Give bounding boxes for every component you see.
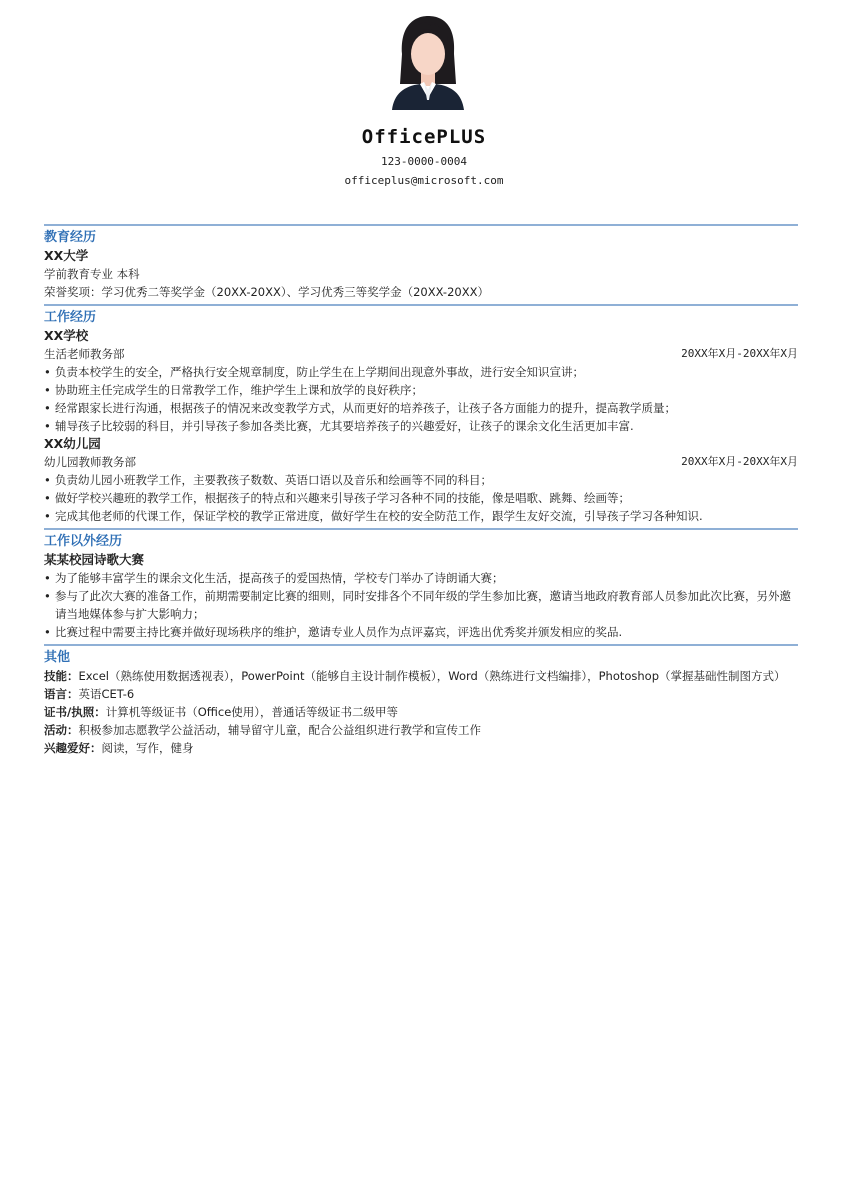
job-bullet: • 做好学校兴趣班的教学工作，根据孩子的特点和兴趣来引导孩子学习各种不同的技能，像是唱歌、跳舞、绘画等； [44,489,798,507]
job-org: XX幼儿园 [44,436,101,451]
hobby-text: 阅读，写作，健身 [101,741,194,755]
language-row [44,685,798,703]
avatar [388,14,468,110]
hobby-row [44,739,798,757]
certificate-row [44,703,798,721]
extra-bullet: • 参与了此次大赛的准备工作，前期需要制定比赛的细则，同时安排各个不同年级的学生参加比赛，邀请当地政府教育部人员参加此次比赛，另外邀请当地媒体参与扩大影响力； [44,587,798,623]
skills-label: 技能： [44,669,79,683]
email-text: officeplus@microsoft.com [344,174,504,187]
language-text: 英语CET-6 [78,687,135,701]
extra-bullet: • 为了能够丰富学生的课余文化生活，提高孩子的爱国热情，学校专门举办了诗朗诵大赛； [44,569,798,587]
major-text: 学前教育专业 本科 [44,267,140,281]
language-label: 语言： [44,687,79,701]
phone-text: 123-0000-0004 [380,155,468,168]
education-section [44,224,798,301]
certificate-text: 计算机等级证书（Office使用），普通话等级证书二级甲等 [105,705,399,719]
section-title-extra: 工作以外经历 [44,534,123,549]
job-entry [44,435,798,525]
section-title-education: 教育经历 [44,230,97,245]
section-title-work: 工作经历 [44,310,97,325]
event-name: 某某校园诗歌大赛 [44,552,145,567]
job-bullet: • 经常跟家长进行沟通，根据孩子的情况来改变教学方式，从而更好的培养孩子，让孩子各方面能力的提升，提高教学质量； [44,399,798,417]
resume-body [44,224,798,757]
activity-row [44,721,798,739]
skills-row [44,667,798,685]
extra-bullet: • 比赛过程中需要主持比赛并做好现场秩序的维护，邀请专业人员作为点评嘉宾，评选出优秀奖并颁发相应的奖品. [44,623,798,641]
work-section [44,304,798,525]
job-bullet: • 负责本校学生的安全，严格执行安全规章制度，防止学生在上学期间出现意外事故，进行安全知识宣讲； [44,363,798,381]
section-title-other: 其他 [44,650,71,665]
job-org: XX学校 [44,328,89,343]
skills-text: Excel（熟练使用数据透视表），PowerPoint（能够自主设计制作模板），Word（熟练进行文档编排），Photoshop（掌握基础性制图方式） [78,669,786,683]
job-entry [44,327,798,435]
job-role-row [44,345,798,363]
hobby-label: 兴趣爱好： [44,741,102,755]
honors-text: 荣誉奖项：学习优秀二等奖学金（20XX-20XX）、学习优秀三等奖学金（20XX-20XX） [44,285,489,299]
other-section [44,644,798,757]
job-role-row [44,453,798,471]
job-date: 20XX年X月-20XX年X月 [681,455,798,468]
job-bullet: • 负责幼儿园小班教学工作，主要教孩子数数、英语口语以及音乐和绘画等不同的科目； [44,471,798,489]
name-heading: OfficePLUS [361,126,487,148]
job-role: 生活老师教务部 [44,347,125,361]
job-bullet: • 协助班主任完成学生的日常教学工作，维护学生上课和放学的良好秩序； [44,381,798,399]
extra-section [44,528,798,641]
activity-text: 积极参加志愿教学公益活动，辅导留守儿童，配合公益组织进行教学和宣传工作 [78,723,481,737]
job-date: 20XX年X月-20XX年X月 [681,347,798,360]
activity-label: 活动： [44,723,79,737]
job-bullet: • 完成其他老师的代课工作，保证学校的教学正常进度，做好学生在校的安全防范工作，跟学生友好交流，引导孩子学习各种知识. [44,507,798,525]
job-bullet: • 辅导孩子比较弱的科目，并引导孩子参加各类比赛，尤其要培养孩子的兴趣爱好，让孩子的课余文化生活更加丰富. [44,417,798,435]
certificate-label: 证书/执照： [44,705,106,719]
school-name: XX大学 [44,248,89,263]
job-role: 幼儿园教师教务部 [44,455,136,469]
